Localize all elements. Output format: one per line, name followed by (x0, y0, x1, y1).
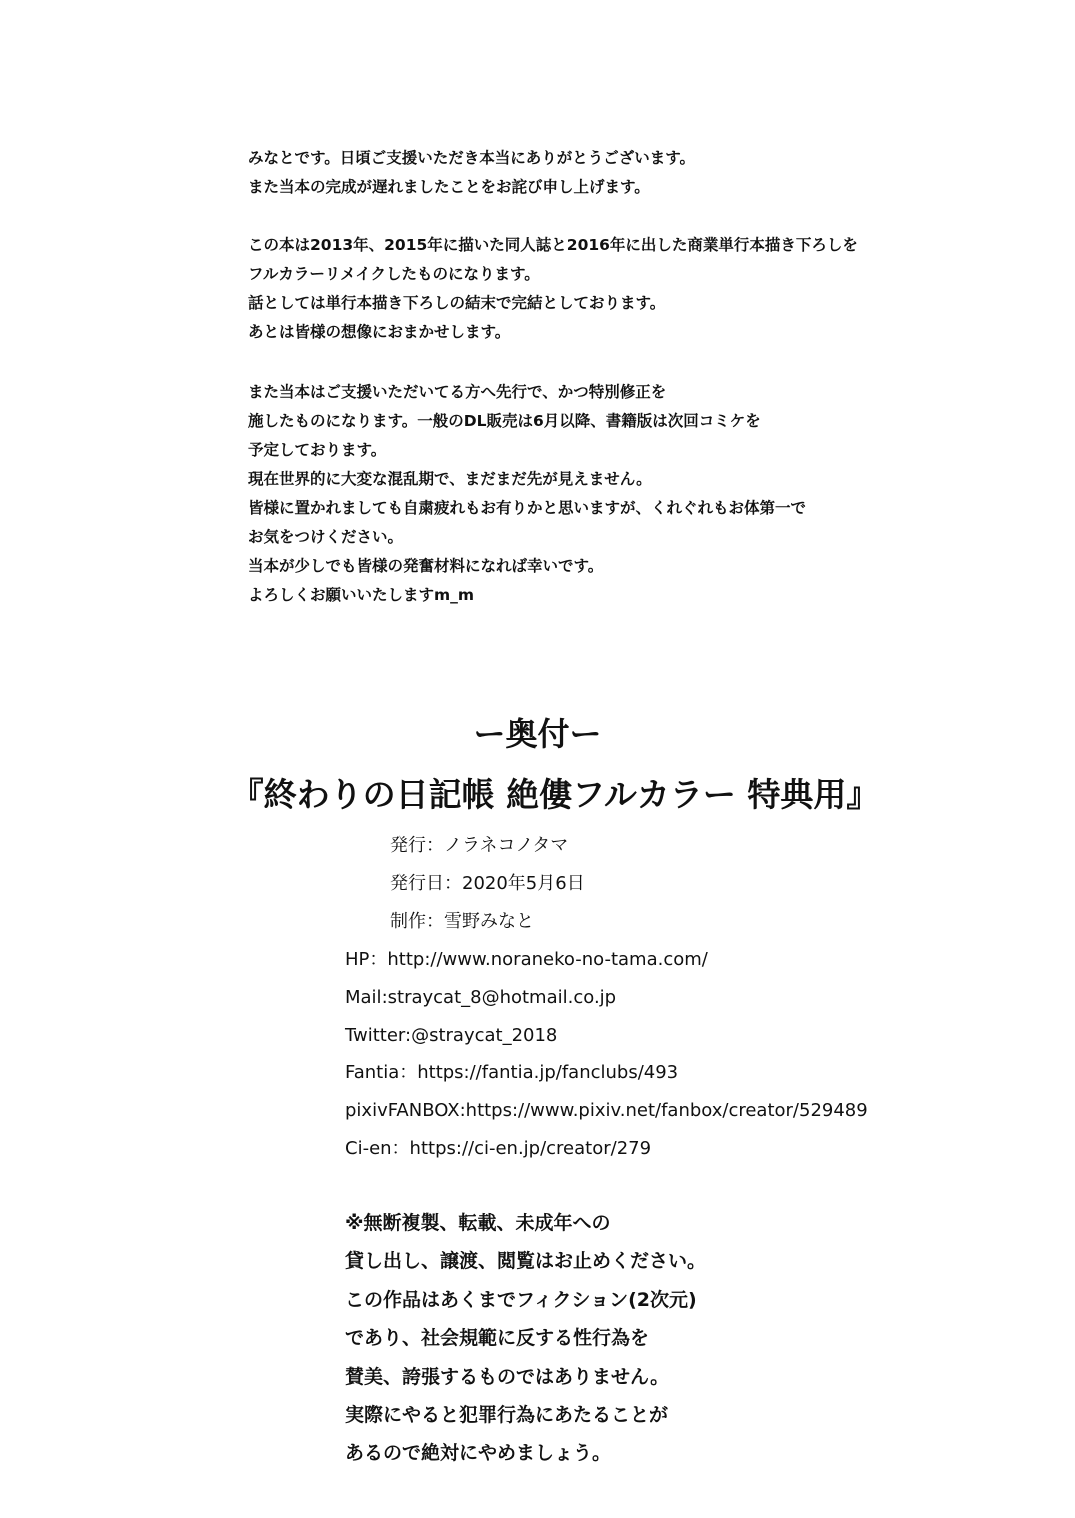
fanbox-link[interactable]: pixivFANBOX:https://www.pixiv.net/fanbox/creator/529489 (345, 1100, 868, 1121)
twitter-link[interactable]: Twitter:@straycat_2018 (345, 1025, 558, 1046)
homepage-link[interactable]: HP：http://www.noraneko-no-tama.com/ (345, 949, 708, 970)
afterword-line: よろしくお願いいたしますm_m (248, 586, 475, 604)
publish-date: 発行日：2020年5月6日 (390, 873, 585, 894)
afterword-line: また当本はご支援いただいてる方へ先行で、かつ特別修正を (248, 383, 667, 401)
notice-line: 賛美、誇張するものではありません。 (345, 1366, 670, 1388)
afterword-line: 施したものになります。一般のDL販売は6月以降、書籍版は次回コミケを (248, 412, 761, 430)
mail-link[interactable]: Mail:straycat_8@hotmail.co.jp (345, 987, 617, 1008)
afterword-line: 現在世界的に大変な混乱期で、まだまだ先が見えません。 (248, 470, 652, 488)
colophon-heading: ー奥付ー (473, 715, 602, 753)
notice-line: あるので絶対にやめましょう。 (345, 1442, 612, 1464)
publisher: 発行：ノラネコノタマ (390, 835, 569, 856)
afterword-line: この本は2013年、2015年に描いた同人誌と2016年に出した商業単行本描き下ろしを (248, 236, 858, 254)
afterword-line: また当本の完成が遅れましたことをお詫び申し上げます。 (248, 178, 650, 196)
afterword-line: フルカラーリメイクしたものになります。 (248, 265, 540, 283)
notice-line: この作品はあくまでフィクション(2次元) (345, 1289, 697, 1311)
notice-line: 貸し出し、譲渡、閲覧はお止めください。 (345, 1250, 707, 1272)
cien-link[interactable]: Ci-en：https://ci-en.jp/creator/279 (345, 1138, 652, 1159)
book-title: 『終わりの日記帳 絶僂フルカラー 特典用』 (230, 775, 880, 814)
afterword-line: みなとです。日頃ご支援いただき本当にありがとうございます。 (248, 149, 696, 167)
fantia-link[interactable]: Fantia：https://fantia.jp/fanclubs/493 (345, 1062, 679, 1083)
afterword-line: 当本が少しでも皆様の発奮材料になれば幸いです。 (248, 557, 604, 575)
afterword-line: あとは皆様の想像におまかせします。 (248, 323, 511, 341)
afterword-line: お気をつけください。 (248, 528, 404, 546)
afterword-line: 話としては単行本描き下ろしの結末で完結としております。 (248, 294, 666, 312)
notice-line: ※無断複製、転載、未成年への (345, 1212, 611, 1234)
author: 制作：雪野みなと (390, 911, 534, 932)
notice-line: であり、社会規範に反する性行為を (345, 1327, 650, 1349)
afterword-line: 皆様に置かれましても自粛疲れもお有りかと思いますが、くれぐれもお体第一で (248, 499, 807, 517)
afterword-line: 予定しております。 (248, 441, 387, 459)
notice-line: 実際にやると犯罪行為にあたることが (345, 1404, 669, 1426)
